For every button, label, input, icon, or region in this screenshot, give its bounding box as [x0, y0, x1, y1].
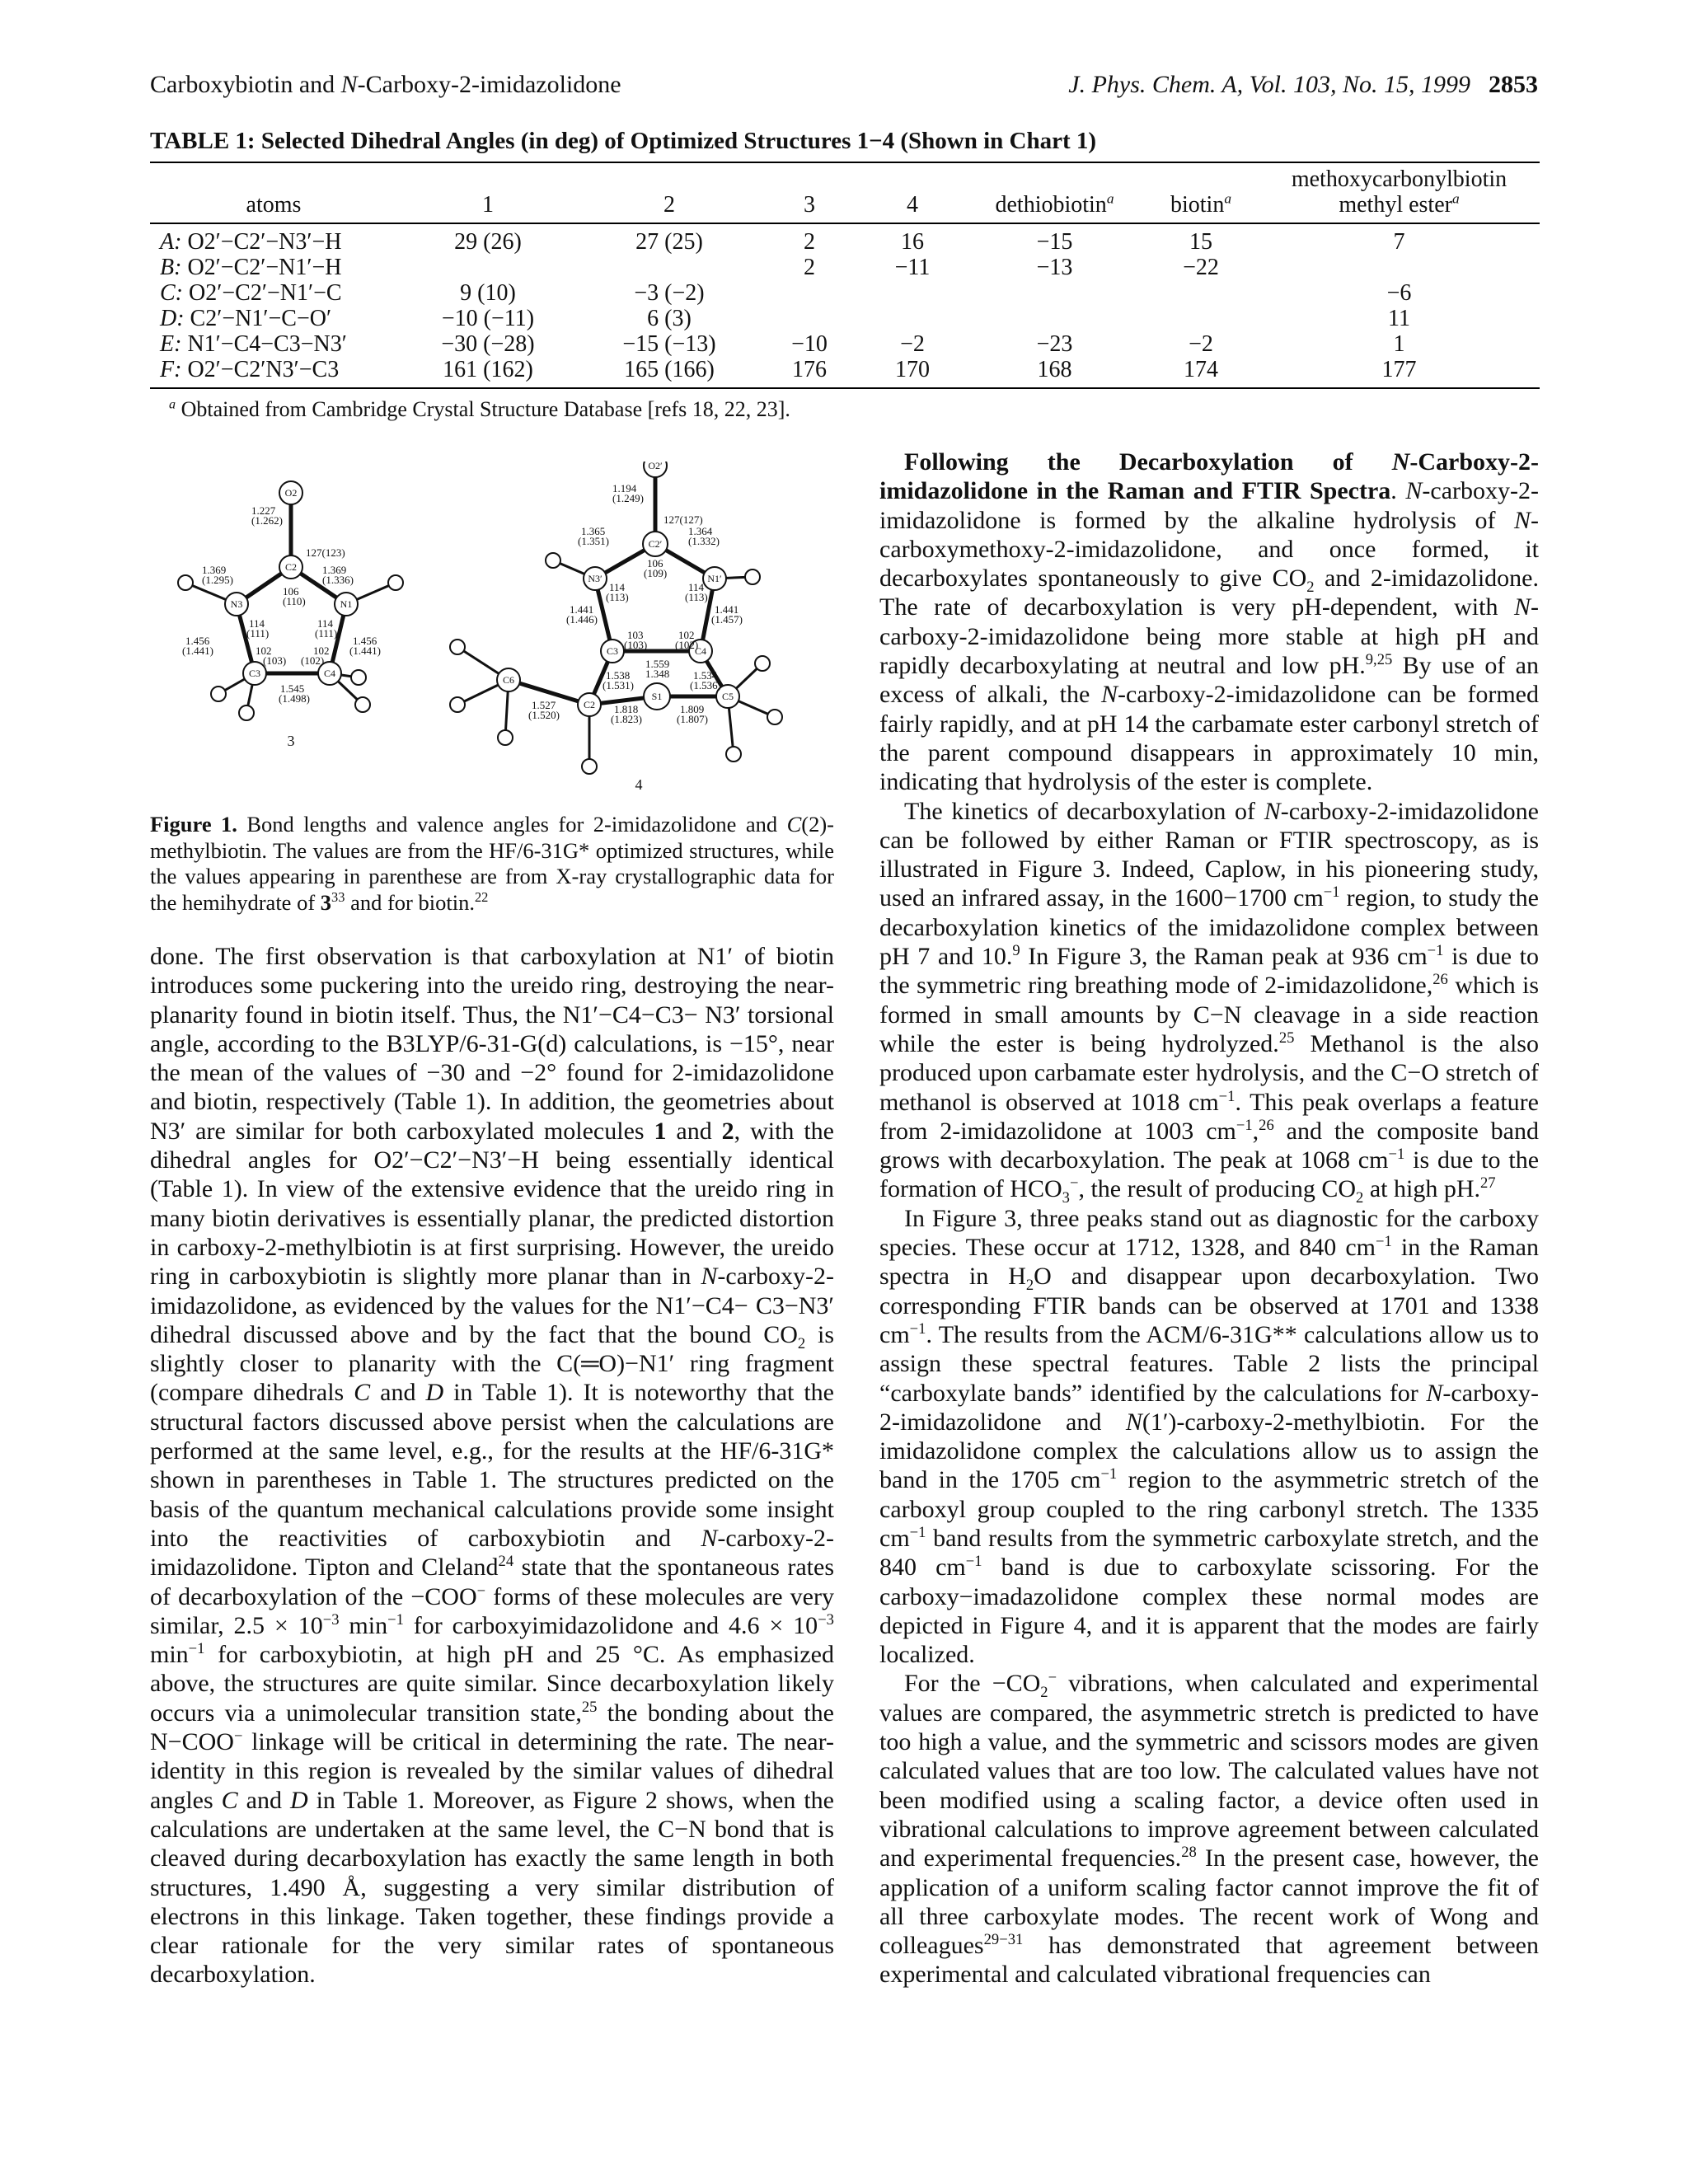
svg-text:(113): (113): [606, 591, 629, 603]
svg-text:1.545: 1.545: [280, 682, 305, 695]
svg-text:(1.295): (1.295): [202, 574, 233, 586]
svg-text:(1.823): (1.823): [611, 713, 642, 725]
svg-text:1.348: 1.348: [645, 668, 670, 680]
svg-text:(1.332): (1.332): [688, 535, 720, 547]
svg-text:127(127): 127(127): [663, 513, 703, 526]
svg-text:C6: C6: [502, 674, 515, 686]
svg-text:1.456: 1.456: [185, 635, 210, 647]
col-header-4: 4: [907, 192, 918, 218]
table-row: E: N1′−C4−C3−N3′ −30 (−28) −15 (−13) −10 −2 −23 −2 1: [160, 331, 1405, 357]
table-row: C: O2′−C2′−N1′−C 9 (10) −3 (−2) −6: [160, 280, 1412, 306]
svg-text:(102): (102): [301, 654, 325, 667]
svg-text:C4: C4: [694, 645, 707, 657]
svg-text:1.227: 1.227: [251, 504, 276, 517]
svg-text:C2: C2: [583, 699, 596, 710]
svg-text:114: 114: [249, 617, 265, 630]
svg-text:1.538: 1.538: [606, 669, 631, 682]
svg-text:(110): (110): [283, 595, 306, 607]
svg-text:1.194: 1.194: [612, 482, 637, 494]
svg-text:C5: C5: [721, 691, 734, 702]
svg-text:(111): (111): [315, 627, 338, 640]
svg-text:(1.351): (1.351): [578, 535, 609, 547]
col-header-dethiobiotin: dethiobiotin$^a$: [995, 190, 1114, 218]
page-number: 2853: [1489, 71, 1538, 98]
running-header-title: Carboxybiotin and N-Carboxy-2-imidazolidone: [150, 71, 621, 98]
col-header-methoxycarbonylbiotin: methoxycarbonylbiotin methyl ester$^a$: [1291, 166, 1507, 218]
table-row: D: C2′−N1′−C−O′ −10 (−11) 6 (3) 11: [160, 306, 1410, 331]
table-header-row: [150, 162, 1540, 223]
svg-text:(102): (102): [675, 639, 699, 651]
svg-text:102: 102: [678, 629, 695, 641]
svg-text:103: 103: [627, 629, 644, 641]
svg-text:3: 3: [287, 733, 295, 749]
svg-text:1.441: 1.441: [570, 603, 594, 616]
svg-text:(1.457): (1.457): [711, 613, 743, 626]
svg-text:(1.531): (1.531): [603, 679, 634, 691]
svg-text:O2′: O2′: [648, 462, 663, 471]
svg-text:1.818: 1.818: [614, 703, 639, 715]
col-header-2: 2: [663, 192, 675, 218]
svg-text:(1.441): (1.441): [182, 644, 213, 657]
svg-text:(1.441): (1.441): [349, 644, 381, 657]
svg-text:1.369: 1.369: [202, 564, 227, 576]
svg-text:1.364: 1.364: [688, 525, 713, 537]
right-column-text: Following the Decarboxylation of N-Carboxy-2-imidazolidone in the Raman and FTIR Spectra. N-carboxy-2-imidazolidone is formed by the alkaline hydrolysis of N-carboxymethoxy-2-imidazolidone, and once formed, it decarboxylates spontaneously to give $CO_2$ and 2-imidazolidone. The rate of decarboxylation is very pH-dependent, with N-carboxy-2-imidazolidone being more stable at high pH and rapidly decarboxylating at neutral and low pH.$^{9,25}$ By use of an excess of alkali, the N-carboxy-2-imidazolidone can be formed fairly rapidly, and at pH 14 the carbamate ester carbonyl stretch of the parent compound disappears in approximately 10 min, indicating that hydrolysis of the ester is complete. The kinetics of decarboxylation of N-carboxy-2-imidazolidone can be followed by either Raman or FTIR spectroscopy, as is illustrated in Figure 3. Indeed, Caplow, in his pioneering study, used an infrared assay, in the 1600−1700 $cm^{-1}$ region, to study the decarboxylation kinetics of the imidazolidone complex between pH 7 and 10.$^9$ In Figure 3, the Raman peak at 936 $cm^{-1}$ is due to the symmetric ring breathing mode of 2-imidazolidone,$^{26}$ which is formed in small amounts by C−N cleavage in a side reaction while the ester is being hydrolyzed.$^{25}$ Methanol is the also produced upon carbamate ester hydrolysis, and the C−O stretch of methanol is observed at 1018 $cm^{-1}$. This peak overlaps a feature from 2-imidazolidone at 1003 $cm^{-1},^{26}$ and the composite band grows with decarboxylation. The peak at 1068 $cm^{-1}$ is due to the formation of $HCO_3^-$, the result of producing $CO_2$ at high pH.$^{27}$ In Figure 3, three peaks stand out as diagnostic for the carboxy species. These occur at 1712, 1328, and 840 $cm^{-1}$ in the Raman spectra in $H_2O$ and disappear upon decarboxylation. Two corresponding FTIR bands can be observed at 1701 and 1338 $cm^{-1}$. The results from the ACM/6-31G** calculations allow us to assign these spectral features. Table 2 lists the principal “carboxylate bands” identified by the calculations for N-carboxy-2-imidazolidone and N(1′)-carboxy-2-methylbiotin. For the imidazolidone complex the calculations allow us to assign the band in the 1705 $cm^{-1}$ region to the asymmetric stretch of the carboxyl group coupled to the ring carbonyl stretch. The 1335 $cm^{-1}$ band results from the symmetric carboxylate stretch, and the 840 $cm^{-1}$ band is due to carboxylate scissoring. For the carboxy−imadazolidone complex these normal modes are depicted in Figure 4, and it is apparent that the modes are fairly localized. For the $-CO_2^-$ vibrations, when calculated and experimental values are compared, the asymmetric stretch is predicted to have too high a value, and the symmetric and scissors modes are given calculated values that are too low. The calculated values have not been modified using a scaling factor, a device often used in vibrational calculations to improve agreement between calculated and experimental frequencies.$^{28}$ In the present case, however, the application of a uniform scaling factor cannot improve the fit of all three carboxylate modes. The recent work of Wong and colleagues$^{29-31}$ has demonstrated that agreement between experimental and calculated vibrational frequencies can: [879, 448, 1540, 1989]
col-header-atoms: atoms: [246, 192, 302, 218]
svg-text:N1: N1: [340, 598, 353, 610]
figure-1-caption: Figure 1. Bond lengths and valence angles for 2-imidazolidone and C(2)-methylbiotin. The values are from the HF/6-31G* optimized structures, while the values appearing in parenthese are from X-ray crystallographic data for the hemihydrate of $3^{33}$ and for biotin.$^{22}$: [150, 812, 835, 915]
table-row: F: O2′−C2′N3′−C3 161 (162) 165 (166) 176 170 168 174 177: [150, 357, 1540, 388]
svg-text:102: 102: [313, 644, 330, 657]
col-header-3: 3: [804, 192, 815, 218]
svg-text:N3′: N3′: [588, 573, 603, 584]
svg-text:1.441: 1.441: [715, 603, 739, 616]
svg-text:1.527: 1.527: [532, 699, 556, 711]
svg-text:(1.498): (1.498): [279, 692, 310, 705]
running-header-journal: J. Phys. Chem. A, Vol. 103, No. 15, 1999 2853: [1068, 71, 1538, 98]
svg-text:(1.807): (1.807): [677, 713, 708, 725]
svg-text:N3: N3: [230, 598, 243, 610]
svg-text:C3: C3: [606, 645, 619, 657]
svg-text:(1.262): (1.262): [251, 514, 283, 527]
svg-text:(111): (111): [246, 627, 270, 640]
svg-text:(1.520): (1.520): [528, 709, 560, 721]
svg-text:1.365: 1.365: [581, 525, 606, 537]
table-row: A: O2′−C2′−N3′−H 29 (26) 27 (25) 2 16 −15 15 7: [160, 229, 1405, 255]
dihedral-angle-table: [150, 162, 1540, 389]
svg-text:127(123): 127(123): [306, 546, 345, 559]
figure-1-structures: [161, 462, 845, 808]
svg-text:1.369: 1.369: [322, 564, 347, 576]
svg-text:C2′: C2′: [648, 538, 663, 550]
svg-text:C2: C2: [284, 561, 298, 573]
svg-text:102: 102: [256, 644, 272, 657]
svg-text:1.534: 1.534: [693, 669, 718, 682]
svg-text:N1′: N1′: [707, 573, 722, 584]
svg-text:(103): (103): [263, 654, 287, 667]
svg-text:(103): (103): [624, 639, 648, 651]
svg-text:(1.249): (1.249): [612, 492, 644, 504]
table-title: TABLE 1: Selected Dihedral Angles (in deg) of Optimized Structures 1−4 (Shown in Chart 1): [150, 128, 1097, 154]
table-footnote: $^a$ Obtained from Cambridge Crystal Structure Database [refs 18, 22, 23].: [169, 397, 790, 421]
svg-text:4: 4: [635, 776, 643, 793]
section-heading: Following the Decarboxylation of N-Carboxy-2-imidazolidone in the Raman and FTIR Spectra: [879, 448, 1539, 505]
table-row: B: O2′−C2′−N1′−H 2 −11 −13 −22: [160, 255, 1219, 280]
svg-text:1.456: 1.456: [353, 635, 377, 647]
svg-text:S1: S1: [651, 691, 663, 702]
svg-text:C4: C4: [323, 668, 336, 679]
svg-text:(113): (113): [685, 591, 708, 603]
left-column-text: done. The first observation is that carboxylation at N1′ of biotin introduces some puckering into the ureido ring, destroying the near-planarity found in biotin itself. Thus, the N1′−C4−C3− N3′ torsional angle, according to the B3LYP/6-31-G(d) calculations, is −15°, near the mean of the values of −30 and −2° found for 2-imidazolidone and biotin, respectively (Table 1). In addition, the geometries about N3′ are similar for both carboxylated molecules 1 and 2, with the dihedral angles for O2′−C2′−N3′−H being essentially identical (Table 1). In view of the extensive evidence that the ureido ring in many biotin derivatives is essentially planar, the predicted distortion in carboxy-2-methylbiotin is at first surprising. However, the ureido ring in carboxybiotin is slightly more planar than in N-carboxy-2-imidazolidone, as evidenced by the values for the N1′−C4− C3−N3′ dihedral discussed above and by the fact that the bound $CO_2$ is slightly closer to planarity with the C(═O)−N1′ ring fragment (compare dihedrals C and D in Table 1). It is noteworthy that the structural factors discussed above persist when the calculations are performed at the same level, e.g., for the results at the HF/6-31G* shown in parentheses in Table 1. The structures predicted on the basis of the quantum mechanical calculations provide some insight into the reactivities of carboxybiotin and N-carboxy-2-imidazolidone. Tipton and Cleland$^{24}$ state that the spontaneous rates of decarboxylation of the −COO− forms of these molecules are very similar, $2.5 \times 10^{-3}$ $\min^{-1}$ for carboxyimidazolidone and $4.6 \times 10^{-3}$ $\min^{-1}$ for carboxybiotin, at high pH and 25 °C. As emphasized above, the structures are quite similar. Since decarboxylation likely occurs via a unimolecular transition state,$^{25}$ the bonding about the N−COO− linkage will be critical in determining the rate. The near-identity in this region is revealed by the similar values of dihedral angles C and D in Table 1. Moreover, as Figure 2 shows, when the calculations are undertaken at the same level, the C−N bond that is cleaved during decarboxylation has exactly the same length in both structures, 1.490 Å, suggesting a very similar distribution of electrons in this linkage. Taken together, these findings provide a clear rationale for the very similar rates of spontaneous decarboxylation.: [150, 943, 834, 1989]
svg-text:(1.446): (1.446): [566, 613, 598, 626]
svg-text:1.559: 1.559: [645, 658, 670, 670]
svg-text:114: 114: [688, 581, 705, 593]
svg-text:C3: C3: [248, 668, 261, 679]
col-header-1: 1: [482, 192, 494, 218]
svg-text:114: 114: [317, 617, 334, 630]
col-header-biotin: biotin$^a$: [1170, 190, 1232, 218]
svg-text:(1.536): (1.536): [690, 679, 721, 691]
svg-text:106: 106: [283, 585, 299, 598]
svg-text:O2: O2: [284, 487, 298, 499]
svg-text:114: 114: [609, 581, 626, 593]
svg-text:(1.336): (1.336): [322, 574, 354, 586]
svg-text:106: 106: [647, 557, 663, 569]
svg-text:1.809: 1.809: [680, 703, 705, 715]
svg-text:(109): (109): [644, 567, 668, 579]
